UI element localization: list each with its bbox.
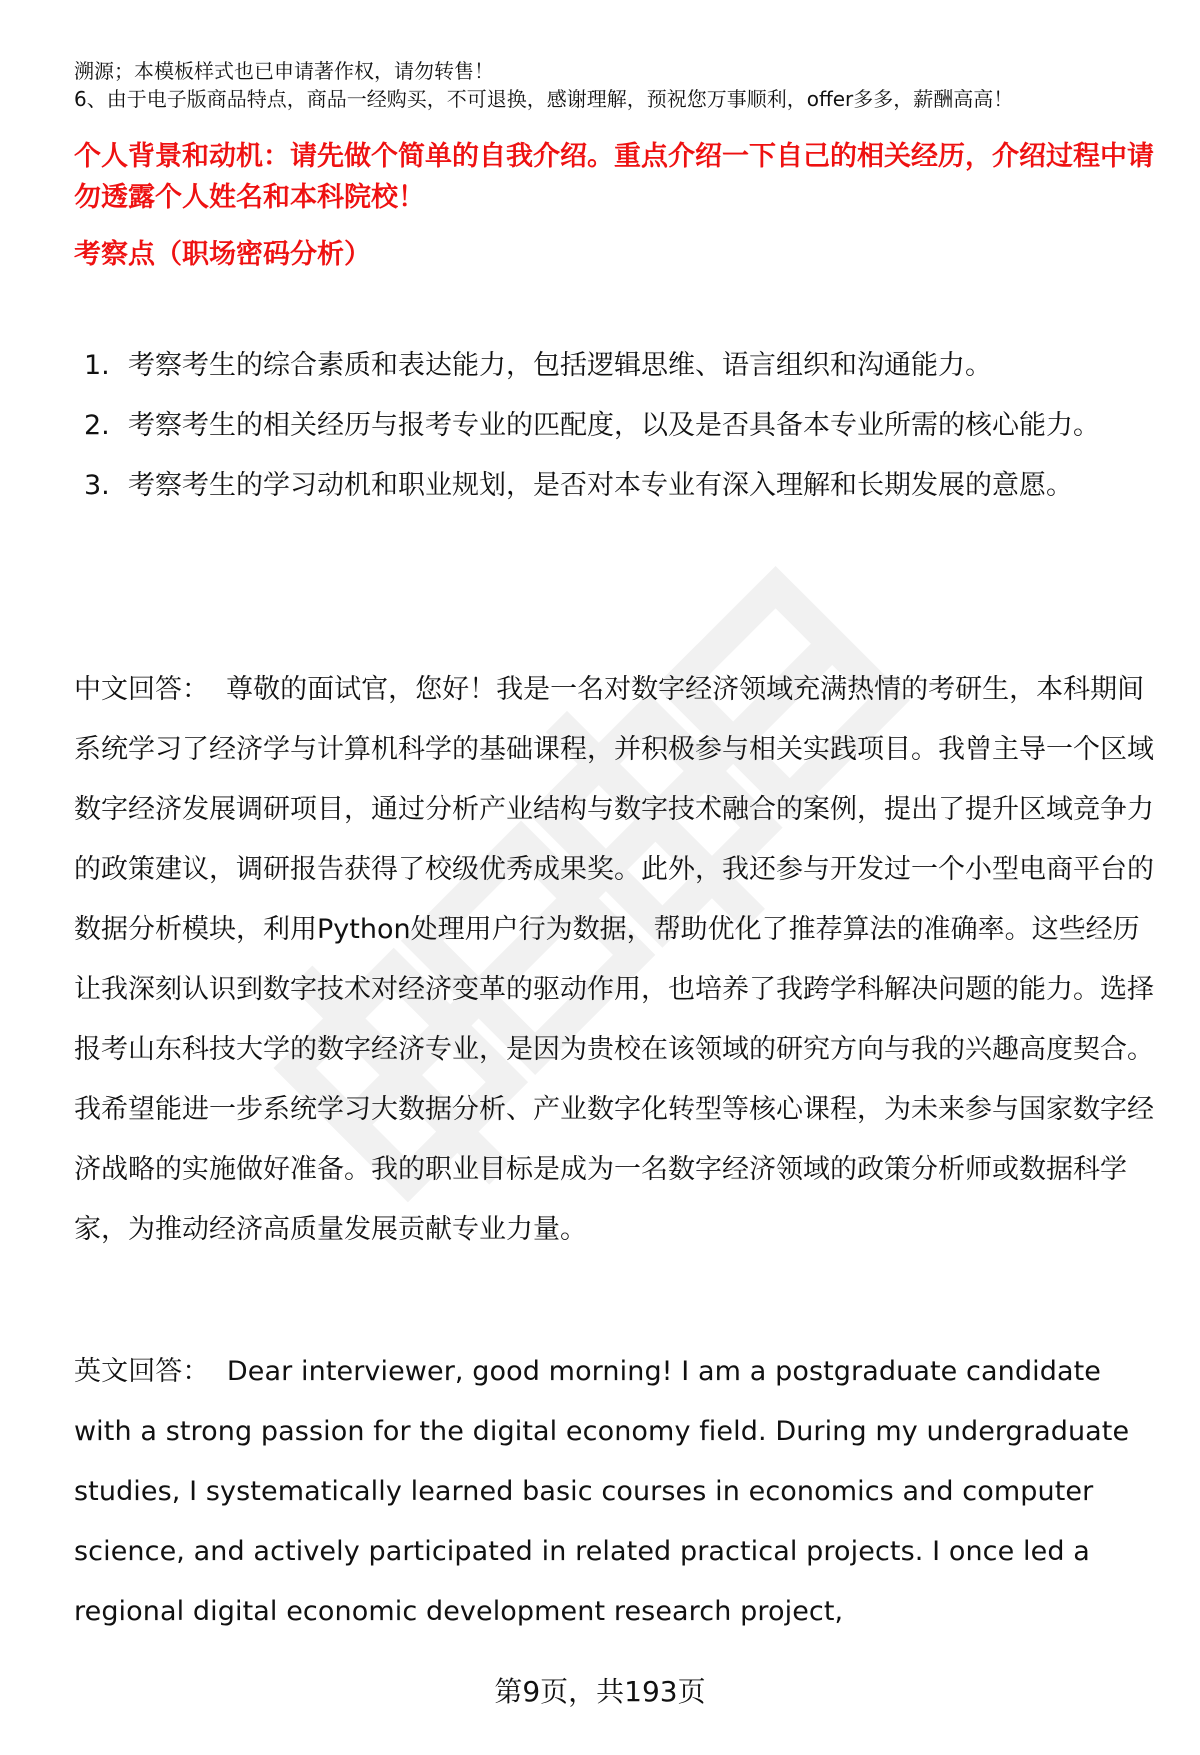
question-title: 个人背景和动机：请先做个简单的自我介绍。重点介绍一下自己的相关经历，介绍过程中请勿透露个人姓名和本科院校！ [74,141,1154,213]
point-number: 1. [84,350,110,381]
assessment-point [74,336,1154,396]
page-number: 第9页，共193页 [494,1675,706,1708]
point-text: 考察考生的相关经历与报考专业的匹配度，以及是否具备本专业所需的核心能力。 [128,410,1100,441]
english-answer [74,1342,1154,1642]
chinese-answer [74,660,1154,1260]
copyright-note: 溯源；本模板样式也已申请著作权，请勿转售！ [74,59,494,83]
english-answer-label: 英文回答： [74,1356,210,1387]
assessment-points [74,336,1154,516]
chinese-answer-label: 中文回答： [74,674,209,705]
point-number: 3. [84,470,110,501]
assessment-point [74,396,1154,456]
point-text: 考察考生的学习动机和职业规划，是否对本专业有深入理解和长期发展的意愿。 [128,470,1073,501]
assessment-point [74,456,1154,516]
focus-heading: 考察点（职场密码分析） [74,239,371,270]
english-answer-text: Dear interviewer, good morning! I am a postgraduate candidate with a strong passion for the digital economy field. During my undergraduate studies, I systematically learned basic courses in economics and computer science, and actively participated in related practical projects. I once led a regional digital economic development research project, [74,1356,1130,1627]
point-text: 考察考生的综合素质和表达能力，包括逻辑思维、语言组织和沟通能力。 [128,350,992,381]
chinese-answer-text: 尊敬的面试官，您好！我是一名对数字经济领域充满热情的考研生，本科期间系统学习了经济学与计算机科学的基础课程，并积极参与相关实践项目。我曾主导一个区域数字经济发展调研项目，通过分析产业结构与数字技术融合的案例，提出了提升区域竞争力的政策建议，调研报告获得了校级优秀成果奖。此外，我还参与开发过一个小型电商平台的数据分析模块，利用Python处理用户行为数据，帮助优化了推荐算法的准确率。这些经历让我深刻认识到数字技术对经济变革的驱动作用，也培养了我跨学科解决问题的能力。选择报考山东科技大学的数字经济专业，是因为贵校在该领域的研究方向与我的兴趣高度契合。我希望能进一步系统学习大数据分析、产业数字化转型等核心课程，为未来参与国家数字经济战略的实施做好准备。我的职业目标是成为一名数字经济领域的政策分析师或数据科学家，为推动经济高质量发展贡献专业力量。 [74,674,1154,1245]
refund-note: 6、由于电子版商品特点，商品一经购买，不可退换，感谢理解，预祝您万事顺利，offer多多，薪酬高高！ [74,87,1014,111]
point-number: 2. [84,410,110,441]
